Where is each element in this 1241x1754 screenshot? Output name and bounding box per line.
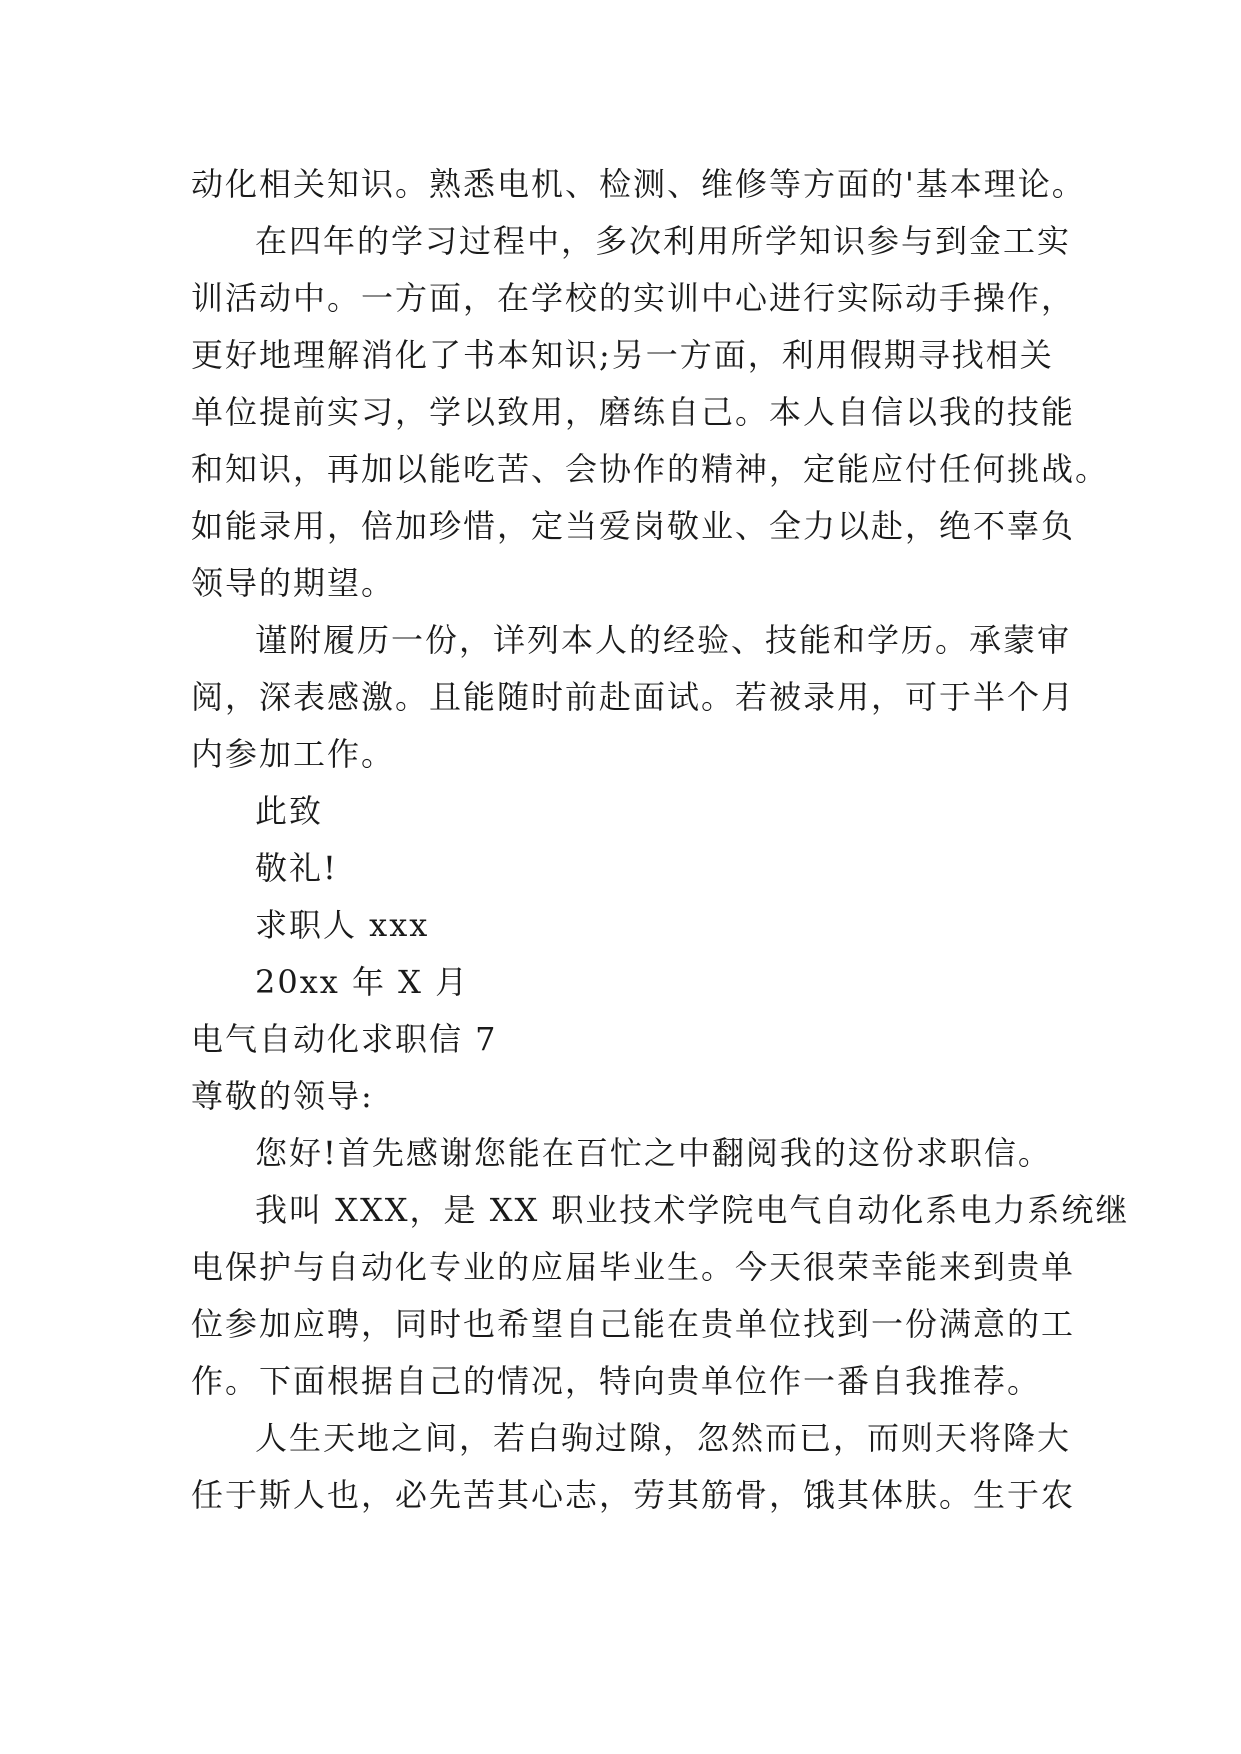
salutation-line: 敬礼! (255, 849, 338, 887)
paragraph-line: 您好!首先感谢您能在百忙之中翻阅我的这份求职信。 (255, 1134, 1052, 1172)
text-line: 电保护与自动化专业的应届毕业生。今天很荣幸能来到贵单 (191, 1248, 1076, 1286)
text-line: 训活动中。一方面，在学校的实训中心进行实际动手操作， (191, 279, 1076, 317)
text-line: 作。下面根据自己的情况，特向贵单位作一番自我推荐。 (191, 1362, 1042, 1400)
text-line: 动化相关知识。熟悉电机、检测、维修等方面的'基本理论。 (191, 165, 1086, 203)
date-line: 20xx 年 X 月 (255, 963, 470, 1001)
paragraph-line: 在四年的学习过程中，多次利用所学知识参与到金工实 (255, 222, 1072, 260)
paragraph-line: 人生天地之间，若白驹过隙，忽然而已，而则天将降大 (255, 1419, 1072, 1457)
text-line: 领导的期望。 (191, 564, 396, 602)
text-line: 位参加应聘，同时也希望自己能在贵单位找到一份满意的工 (191, 1305, 1076, 1343)
greeting-line: 尊敬的领导: (191, 1077, 374, 1115)
paragraph-line: 谨附履历一份，详列本人的经验、技能和学历。承蒙审 (255, 621, 1072, 659)
text-line: 更好地理解消化了书本知识;另一方面，利用假期寻找相关 (191, 336, 1054, 374)
signature-line: 求职人 xxx (255, 906, 430, 944)
text-line: 如能录用，倍加珍惜，定当爱岗敬业、全力以赴，绝不辜负 (191, 507, 1076, 545)
text-line: 内参加工作。 (191, 735, 396, 773)
paragraph-line: 我叫 XXX，是 XX 职业技术学院电气自动化系电力系统继 (255, 1191, 1130, 1229)
text-line: 阅，深表感激。且能随时前赴面试。若被录用，可于半个月 (191, 678, 1076, 716)
text-line: 任于斯人也，必先苦其心志，劳其筋骨，饿其体肤。生于农 (191, 1476, 1076, 1514)
text-line: 和知识，再加以能吃苦、会协作的精神，定能应付任何挑战。 (191, 450, 1110, 488)
section-title: 电气自动化求职信 7 (191, 1020, 498, 1058)
text-line: 单位提前实习，学以致用，磨练自己。本人自信以我的技能 (191, 393, 1076, 431)
closing-line: 此致 (255, 792, 324, 830)
